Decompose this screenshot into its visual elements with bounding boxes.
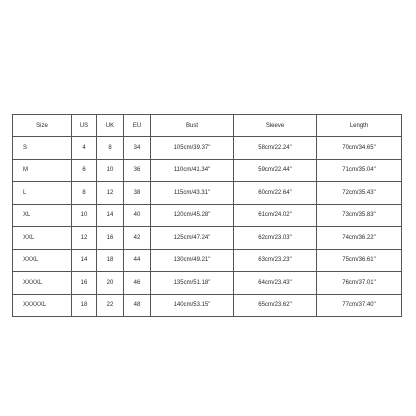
header-uk: UK <box>97 115 124 137</box>
table-row <box>13 159 402 182</box>
cell-uk: 8 <box>97 137 124 160</box>
cell-eu: 38 <box>124 182 151 205</box>
header-eu: EU <box>124 115 151 137</box>
header-bust: Bust <box>151 115 234 137</box>
cell-length: 77cm/37.40" <box>317 294 402 317</box>
header-size: Size <box>13 115 72 137</box>
cell-sleeve: 59cm/22.44" <box>234 159 317 182</box>
cell-sleeve: 64cm/23.43" <box>234 272 317 295</box>
cell-us: 18 <box>72 294 97 317</box>
cell-eu: 34 <box>124 137 151 160</box>
cell-sleeve: 58cm/22.24" <box>234 137 317 160</box>
cell-size: XL <box>13 204 72 227</box>
header-sleeve: Sleeve <box>234 115 317 137</box>
cell-bust: 120cm/45.28" <box>151 204 234 227</box>
cell-length: 71cm/35.04" <box>317 159 402 182</box>
cell-us: 6 <box>72 159 97 182</box>
cell-bust: 110cm/41.34" <box>151 159 234 182</box>
table-row <box>13 249 402 272</box>
table-row <box>13 204 402 227</box>
cell-uk: 18 <box>97 249 124 272</box>
cell-sleeve: 63cm/23.23" <box>234 249 317 272</box>
cell-eu: 40 <box>124 204 151 227</box>
cell-eu: 36 <box>124 159 151 182</box>
cell-length: 74cm/36.22" <box>317 227 402 250</box>
cell-size: S <box>13 137 72 160</box>
cell-length: 75cm/36.61" <box>317 249 402 272</box>
cell-sleeve: 60cm/22.64" <box>234 182 317 205</box>
cell-uk: 22 <box>97 294 124 317</box>
cell-bust: 125cm/47.24" <box>151 227 234 250</box>
cell-uk: 20 <box>97 272 124 295</box>
cell-size: L <box>13 182 72 205</box>
cell-us: 4 <box>72 137 97 160</box>
cell-bust: 105cm/39.37" <box>151 137 234 160</box>
cell-us: 10 <box>72 204 97 227</box>
cell-length: 70cm/34.65" <box>317 137 402 160</box>
header-us: US <box>72 115 97 137</box>
cell-us: 8 <box>72 182 97 205</box>
size-chart-header <box>13 115 402 137</box>
header-row <box>13 115 402 137</box>
table-row <box>13 272 402 295</box>
cell-uk: 16 <box>97 227 124 250</box>
cell-eu: 48 <box>124 294 151 317</box>
header-length: Length <box>317 115 402 137</box>
cell-size: XXXXL <box>13 272 72 295</box>
cell-length: 73cm/35.83" <box>317 204 402 227</box>
cell-uk: 10 <box>97 159 124 182</box>
cell-size: XXXL <box>13 249 72 272</box>
cell-sleeve: 65cm/23.62" <box>234 294 317 317</box>
cell-us: 16 <box>72 272 97 295</box>
cell-us: 12 <box>72 227 97 250</box>
cell-size: XXL <box>13 227 72 250</box>
cell-eu: 42 <box>124 227 151 250</box>
cell-size: XXXXXL <box>13 294 72 317</box>
cell-bust: 140cm/53.15" <box>151 294 234 317</box>
cell-size: M <box>13 159 72 182</box>
cell-bust: 135cm/51.18" <box>151 272 234 295</box>
table-row <box>13 294 402 317</box>
cell-bust: 115cm/43.31" <box>151 182 234 205</box>
cell-eu: 44 <box>124 249 151 272</box>
cell-uk: 14 <box>97 204 124 227</box>
cell-bust: 130cm/49.21" <box>151 249 234 272</box>
table-row <box>13 227 402 250</box>
table-row <box>13 137 402 160</box>
cell-us: 14 <box>72 249 97 272</box>
cell-eu: 46 <box>124 272 151 295</box>
cell-sleeve: 61cm/24.02" <box>234 204 317 227</box>
cell-sleeve: 62cm/23.03" <box>234 227 317 250</box>
cell-length: 76cm/37.01" <box>317 272 402 295</box>
cell-length: 72cm/35.43" <box>317 182 402 205</box>
cell-uk: 12 <box>97 182 124 205</box>
size-chart-table <box>12 114 402 317</box>
table-row <box>13 182 402 205</box>
size-chart-body <box>13 137 402 317</box>
